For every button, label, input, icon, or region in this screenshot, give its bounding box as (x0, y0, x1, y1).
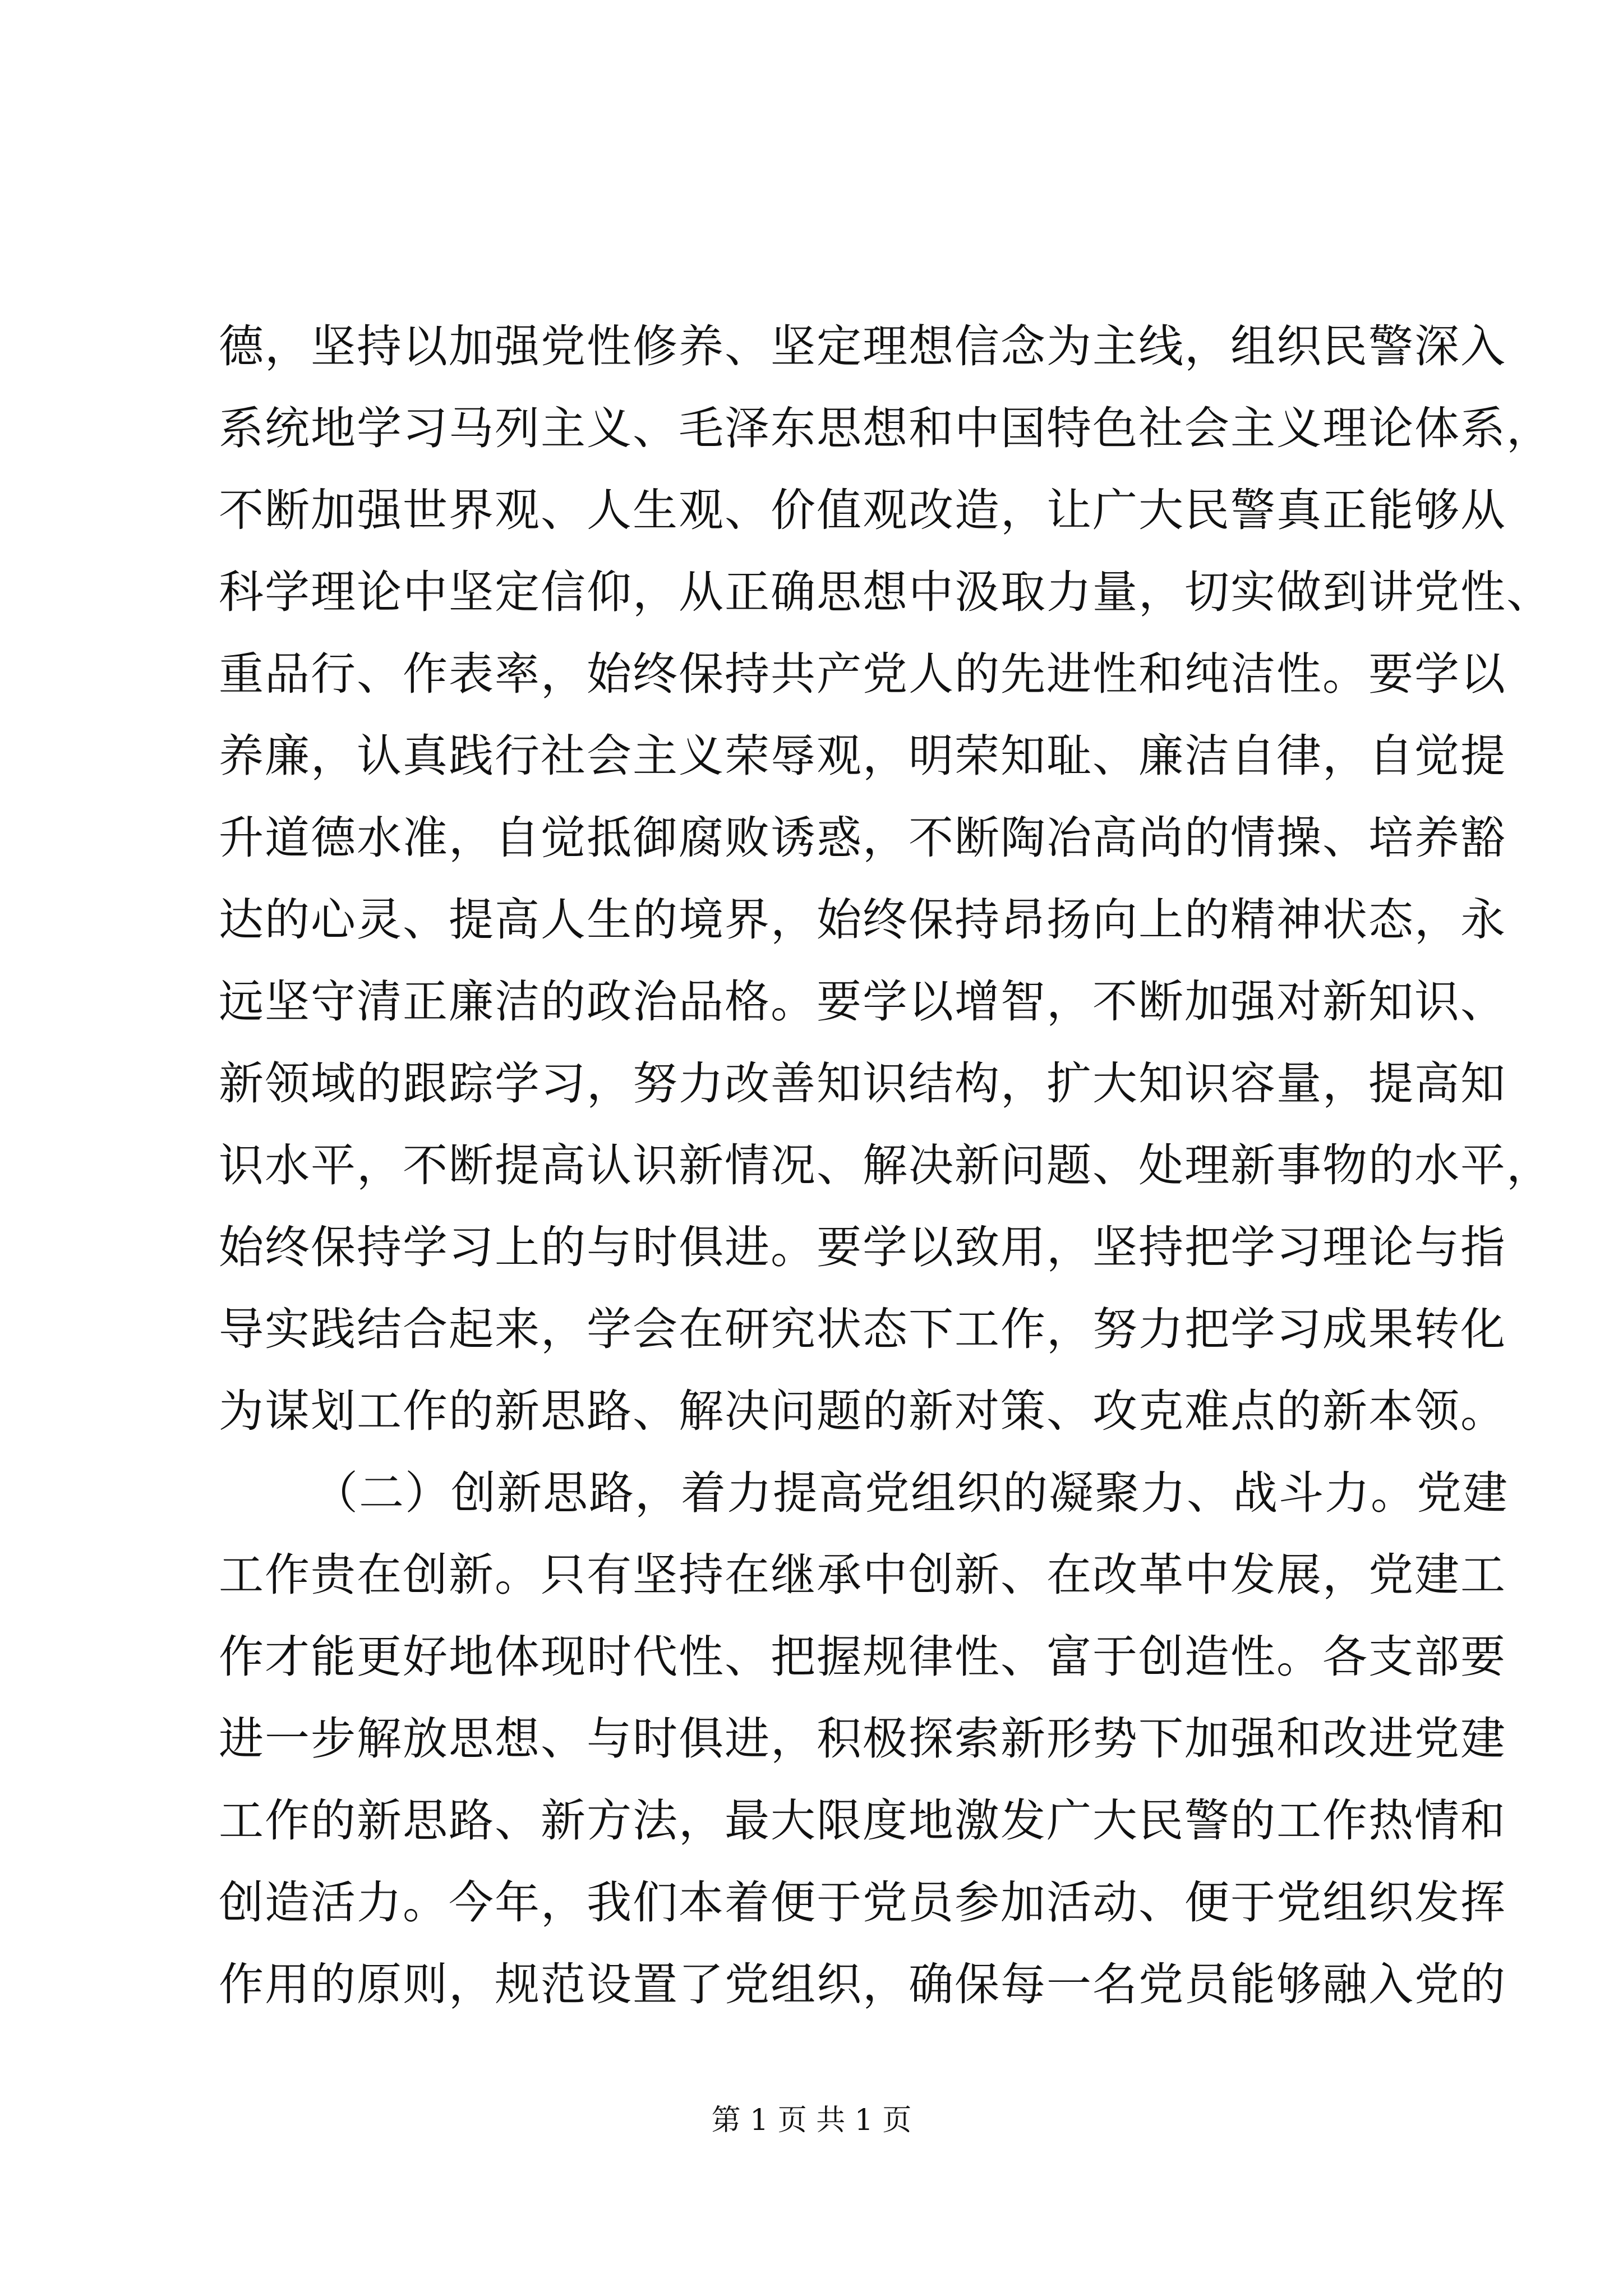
text-line: 系统地学习马列主义、毛泽东思想和中国特色社会主义理论体系， (219, 402, 1552, 454)
document-body (219, 306, 1552, 2026)
text-line: 新领域的跟踪学习，努力改善知识结构，扩大知识容量，提高知 (219, 1057, 1506, 1110)
text-line: 导实践结合起来，学会在研究状态下工作，努力把学习成果转化 (219, 1303, 1506, 1355)
text-line: 作用的原则，规范设置了党组织，确保每一名党员能够融入党的 (219, 1958, 1506, 2010)
text-line: 为谋划工作的新思路、解决问题的新对策、攻克难点的新本领。 (219, 1385, 1506, 1437)
text-line: 作才能更好地体现时代性、把握规律性、富于创造性。各支部要 (219, 1631, 1506, 1683)
text-line: 重品行、作表率，始终保持共产党人的先进性和纯洁性。要学以 (219, 648, 1506, 700)
page-footer: 第 1 页 共 1 页 (711, 2104, 912, 2137)
text-line: （二）创新思路，着力提高党组织的凝聚力、战斗力。党建 (313, 1467, 1509, 1519)
text-line: 德，坚持以加强党性修养、坚定理想信念为主线，组织民警深入 (219, 320, 1506, 372)
text-line: 进一步解放思想、与时俱进，积极探索新形势下加强和改进党建 (219, 1713, 1506, 1765)
text-line: 始终保持学习上的与时俱进。要学以致用，坚持把学习理论与指 (219, 1221, 1506, 1273)
text-line: 升道德水准，自觉抵御腐败诱惑，不断陶冶高尚的情操、培养豁 (219, 812, 1506, 864)
text-line: 识水平，不断提高认识新情况、解决新问题、处理新事物的水平， (219, 1139, 1552, 1191)
text-line: 工作的新思路、新方法，最大限度地激发广大民警的工作热情和 (219, 1795, 1506, 1847)
text-line: 不断加强世界观、人生观、价值观改造，让广大民警真正能够从 (219, 484, 1506, 536)
text-line: 工作贵在创新。只有坚持在继承中创新、在改革中发展，党建工 (219, 1549, 1506, 1601)
text-line: 创造活力。今年，我们本着便于党员参加活动、便于党组织发挥 (219, 1876, 1506, 1929)
text-line: 养廉，认真践行社会主义荣辱观，明荣知耻、廉洁自律，自觉提 (219, 730, 1506, 782)
text-line: 达的心灵、提高人生的境界，始终保持昂扬向上的精神状态，永 (219, 894, 1506, 946)
text-line: 科学理论中坚定信仰，从正确思想中汲取力量，切实做到讲党性、 (219, 566, 1552, 618)
text-line: 远坚守清正廉洁的政治品格。要学以增智，不断加强对新知识、 (219, 976, 1506, 1028)
